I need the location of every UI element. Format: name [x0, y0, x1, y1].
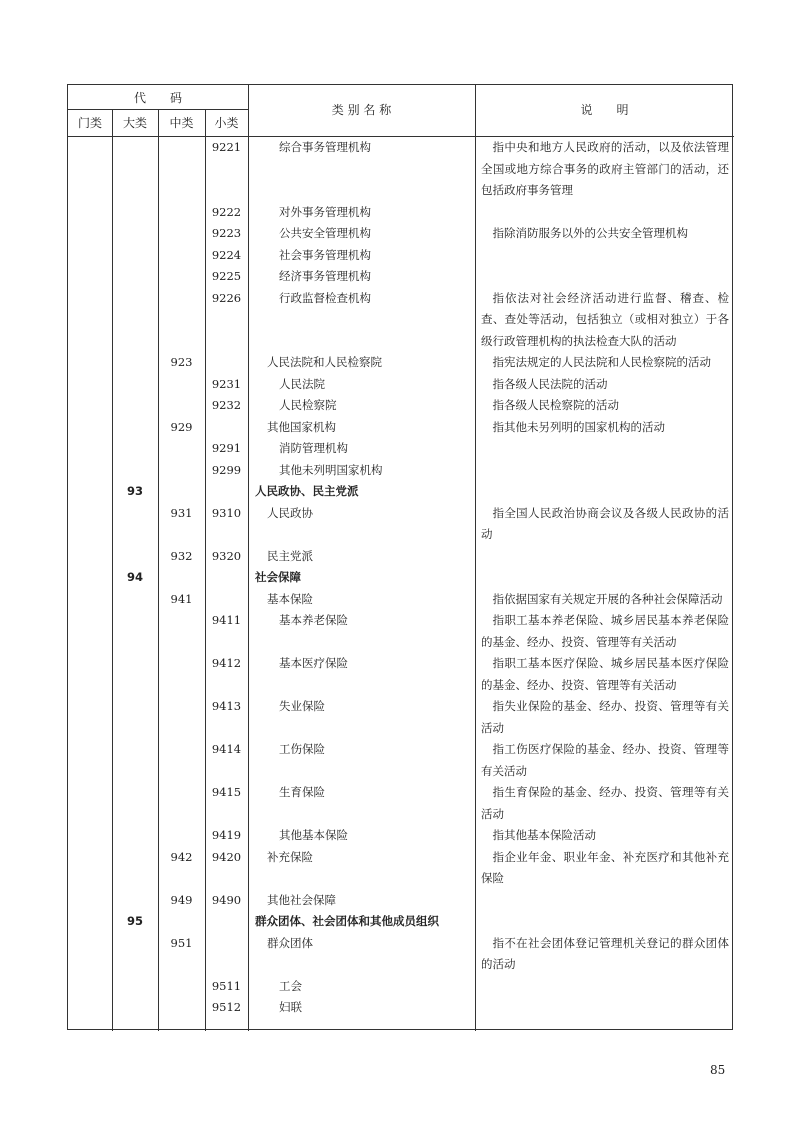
header-men: 门类: [77, 116, 102, 130]
category-name: 经济事务管理机构: [279, 269, 371, 283]
code-xiao: 9291: [211, 441, 242, 455]
category-description: 指工伤医疗保险的基金、经办、投资、管理等有关活动: [481, 742, 729, 778]
header-desc: 说 明: [580, 103, 629, 117]
code-da: 93: [126, 484, 143, 498]
category-name: 生育保险: [279, 785, 325, 799]
code-zhong: 941: [170, 591, 193, 606]
header-xiao: 小类: [214, 116, 239, 130]
category-description: 指宪法规定的人民法院和人民检察院的活动: [492, 355, 711, 369]
code-zhong: 951: [170, 935, 193, 950]
category-description: 指失业保险的基金、经办、投资、管理等有关活动: [481, 699, 729, 735]
category-description: 指各级人民法院的活动: [492, 376, 608, 391]
category-name: 其他国家机构: [267, 419, 336, 434]
body-col-divider: [248, 136, 249, 1031]
category-name: 基本医疗保险: [279, 656, 348, 670]
code-xiao: 9512: [211, 1000, 242, 1014]
category-name: 人民法院: [279, 376, 325, 391]
code-xiao: 9412: [211, 656, 242, 670]
category-description: 指全国人民政治协商会议及各级人民政协的活动: [481, 505, 729, 541]
category-name: 群众团体: [267, 935, 313, 950]
category-name: 民主党派: [267, 548, 313, 563]
category-name: 人民政协、民主党派: [255, 484, 359, 498]
category-name: 行政监督检查机构: [279, 290, 371, 305]
category-description: 指除消防服务以外的公共安全管理机构: [492, 226, 688, 240]
code-zhong: 929: [170, 419, 193, 434]
category-description: 指各级人民检察院的活动: [492, 398, 619, 412]
code-zhong: 949: [170, 892, 193, 907]
category-description: 指生育保险的基金、经办、投资、管理等有关活动: [481, 785, 729, 821]
classification-table: [67, 84, 733, 1030]
code-zhong: 931: [170, 505, 193, 520]
code-da: 95: [126, 914, 143, 928]
category-description: 指职工基本医疗保险、城乡居民基本医疗保险的基金、经办、投资、管理等有关活动: [481, 656, 729, 692]
category-name: 社会事务管理机构: [279, 247, 371, 262]
code-xiao: 9225: [211, 269, 242, 283]
category-name: 失业保险: [279, 699, 325, 713]
category-name: 补充保险: [267, 849, 313, 864]
category-description: 指职工基本养老保险、城乡居民基本养老保险的基金、经办、投资、管理等有关活动: [481, 613, 729, 649]
category-description: 指依据国家有关规定开展的各种社会保障活动: [492, 591, 723, 606]
category-name: 工会: [279, 978, 302, 993]
category-name: 人民政协: [267, 505, 313, 520]
category-description: 指其他未另列明的国家机构的活动: [492, 419, 665, 434]
category-name: 社会保障: [255, 570, 301, 584]
code-xiao: 9232: [211, 398, 242, 412]
code-xiao: 9223: [211, 226, 242, 240]
code-xiao: 9413: [211, 699, 242, 713]
code-xiao: 9224: [211, 247, 242, 262]
category-name: 工伤保险: [279, 742, 325, 756]
category-name: 基本保险: [267, 591, 313, 606]
category-description: 指其他基本保险活动: [492, 828, 596, 842]
code-xiao: 9222: [211, 204, 242, 219]
category-name: 综合事务管理机构: [279, 140, 371, 154]
code-xiao: 9511: [211, 978, 242, 993]
code-xiao: 9231: [211, 376, 242, 391]
header-zhong: 中类: [169, 116, 194, 130]
code-xiao: 9320: [211, 548, 242, 563]
header-da: 大类: [122, 116, 147, 130]
code-xiao: 9221: [211, 140, 242, 154]
header-name: 类 别 名 称: [331, 103, 392, 117]
category-name: 人民检察院: [279, 398, 337, 412]
code-zhong: 942: [170, 849, 193, 864]
header-code: 代 码: [133, 91, 182, 105]
body-col-divider: [475, 136, 476, 1031]
category-description: 指依法对社会经济活动进行监督、稽查、检查、查处等活动，包括独立（或相对独立）于各级行政管理机构的执法检查大队的活动: [481, 290, 729, 348]
category-description: 指中央和地方人民政府的活动，以及依法管理全国或地方综合事务的政府主管部门的活动，还包括政府事务管理: [481, 140, 729, 197]
category-name: 妇联: [279, 1000, 302, 1014]
category-name: 群众团体、社会团体和其他成员组织: [255, 914, 439, 928]
code-xiao: 9419: [211, 828, 242, 842]
code-xiao: 9490: [211, 892, 242, 907]
category-name: 人民法院和人民检察院: [267, 355, 382, 369]
code-zhong: 923: [170, 355, 193, 369]
category-name: 其他基本保险: [279, 828, 348, 842]
category-description: 指企业年金、职业年金、补充医疗和其他补充保险: [481, 849, 729, 885]
code-xiao: 9415: [211, 785, 242, 799]
page-number: 85: [710, 1063, 726, 1077]
category-name: 对外事务管理机构: [279, 204, 371, 219]
code-da: 94: [126, 570, 143, 584]
category-name: 基本养老保险: [279, 613, 348, 627]
code-xiao: 9226: [211, 290, 242, 305]
code-zhong: 932: [170, 548, 193, 563]
code-xiao: 9420: [211, 849, 242, 864]
code-xiao: 9411: [211, 613, 242, 627]
code-xiao: 9414: [211, 742, 242, 756]
code-xiao: 9299: [211, 462, 242, 477]
code-xiao: 9310: [211, 505, 242, 520]
category-name: 消防管理机构: [279, 441, 348, 455]
category-description: 指不在社会团体登记管理机关登记的群众团体的活动: [481, 935, 729, 971]
category-name: 公共安全管理机构: [279, 226, 371, 240]
category-name: 其他社会保障: [267, 892, 336, 907]
category-name: 其他未列明国家机构: [279, 462, 383, 477]
